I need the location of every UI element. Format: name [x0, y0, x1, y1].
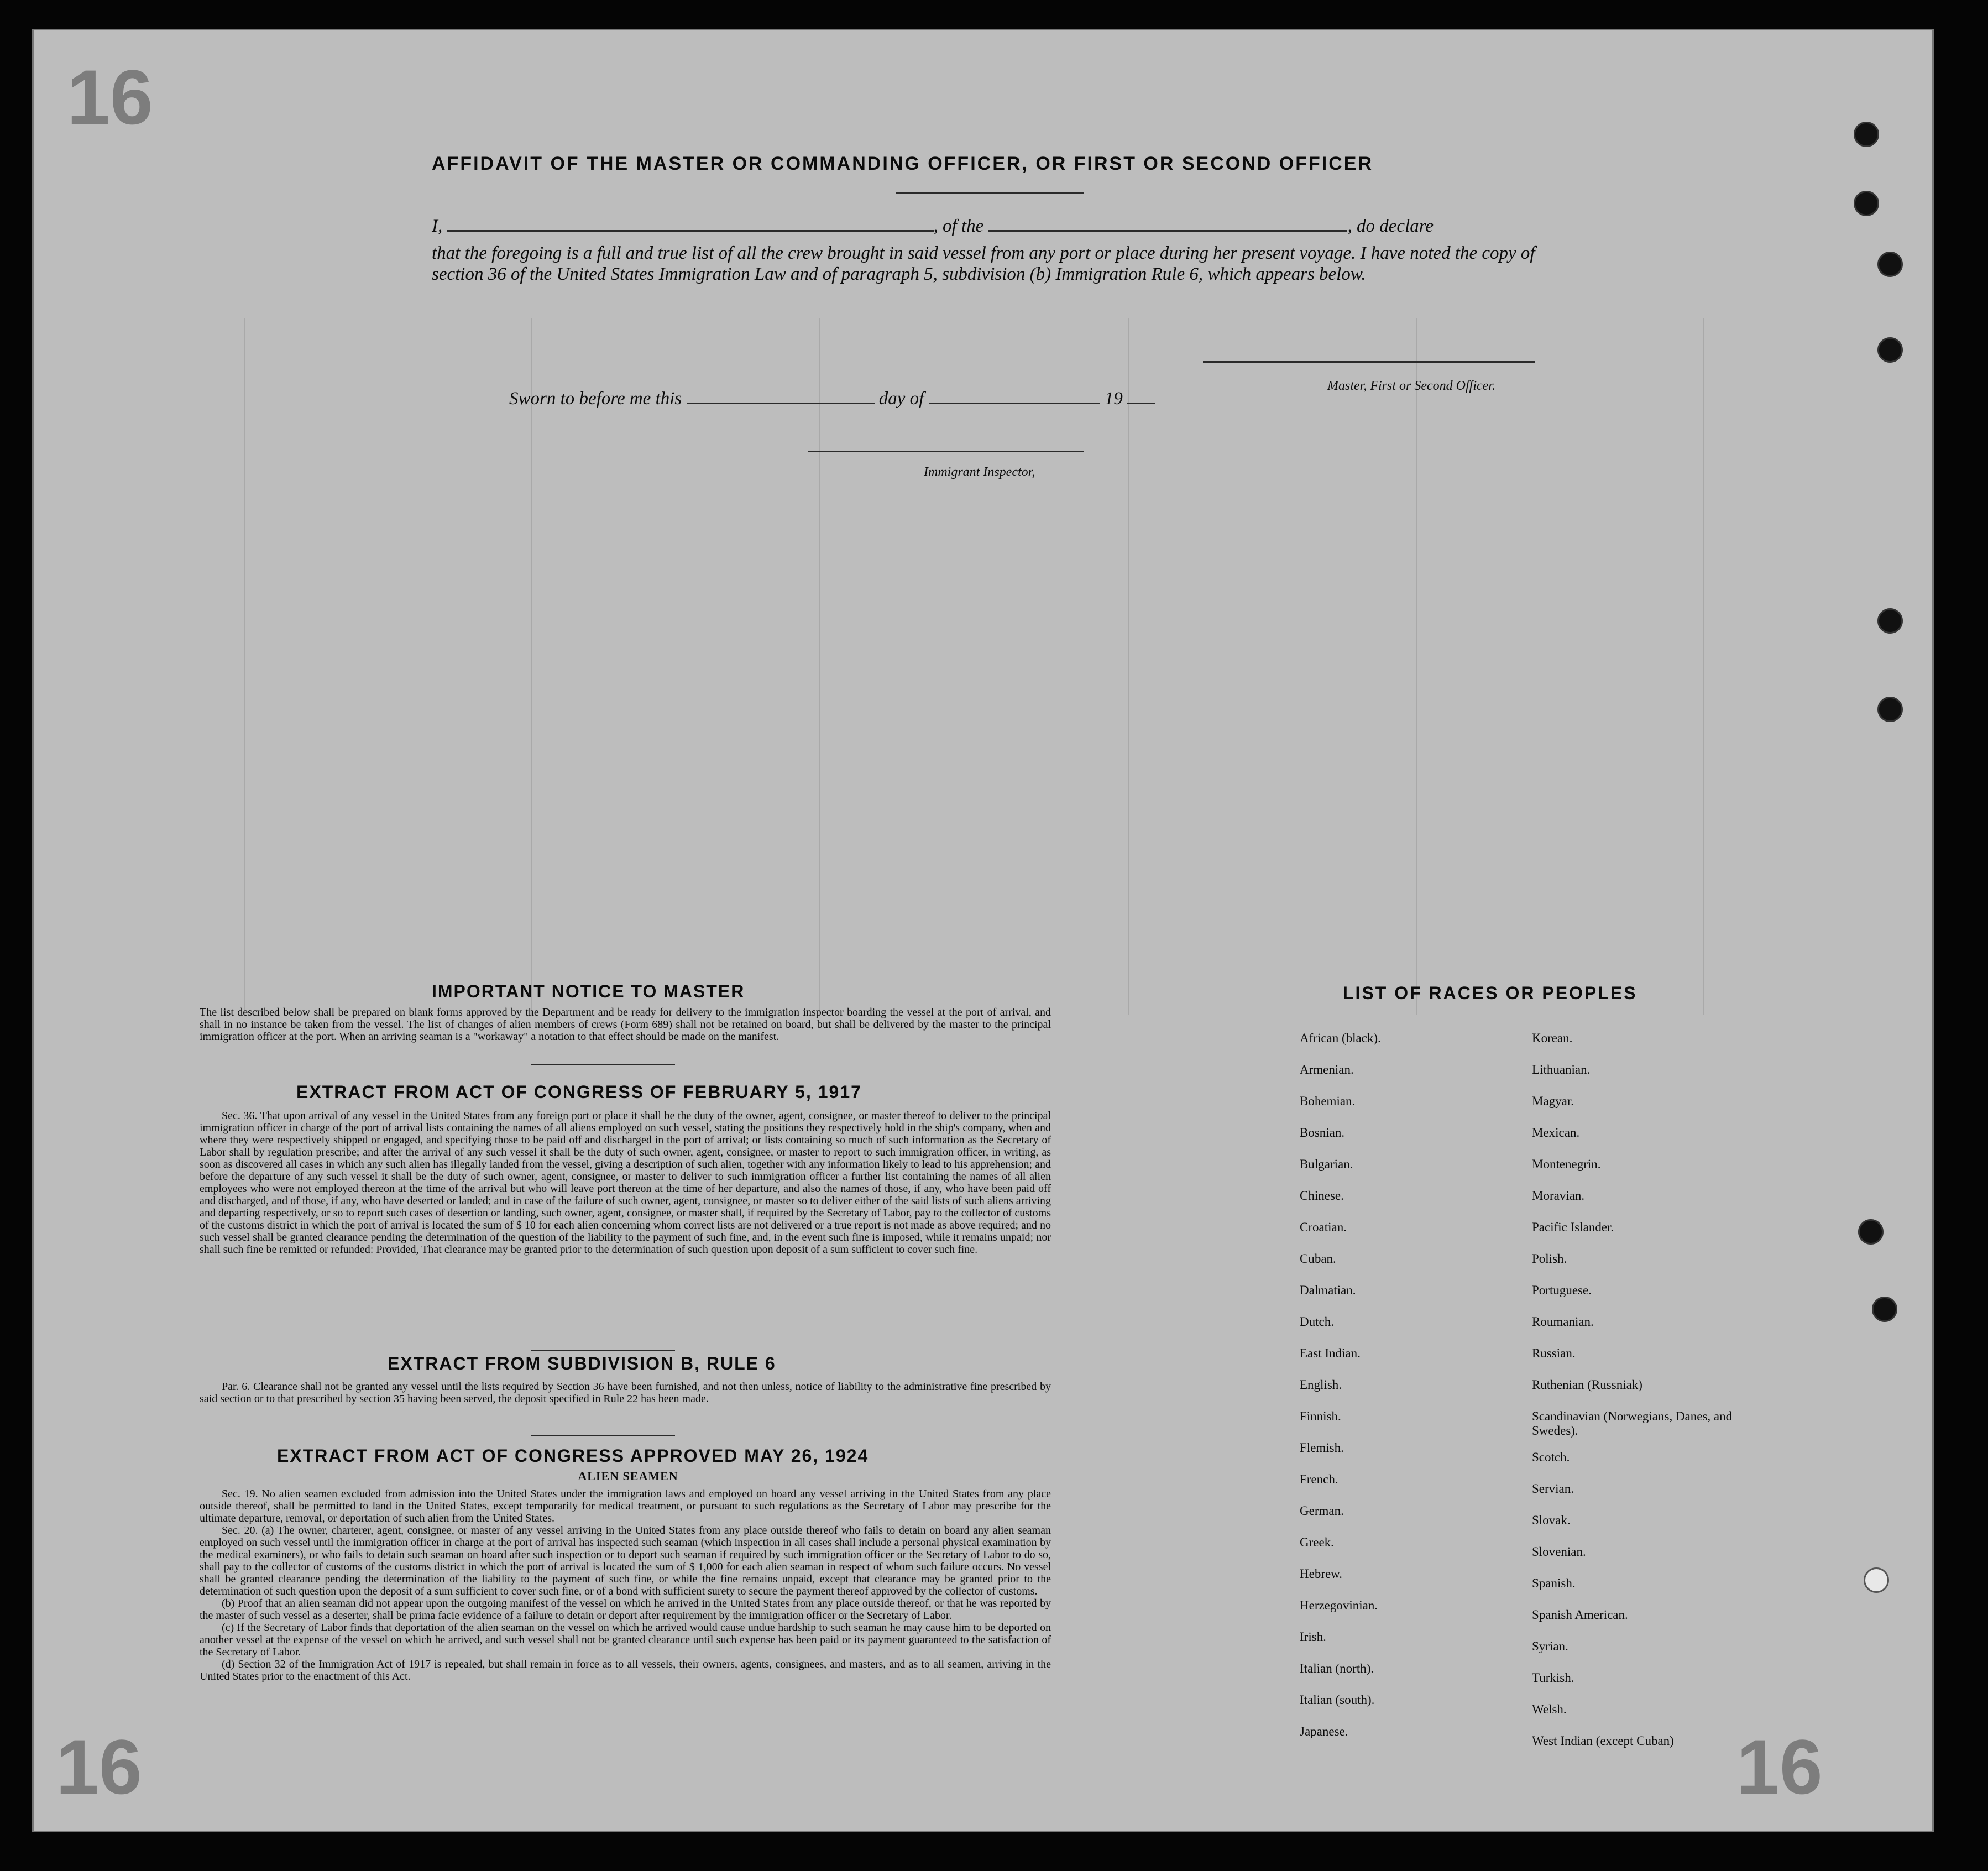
alien-seamen-subtitle: ALIEN SEAMEN — [578, 1469, 678, 1483]
race-item: Bosnian. — [1300, 1126, 1345, 1140]
race-item: Croatian. — [1300, 1220, 1347, 1234]
races-title: LIST OF RACES OR PEOPLES — [1343, 983, 1638, 1003]
race-item: African (black). — [1300, 1031, 1381, 1045]
binder-hole — [1864, 1567, 1889, 1593]
race-item: Portuguese. — [1532, 1283, 1592, 1297]
race-item: Lithuanian. — [1532, 1063, 1591, 1076]
notice-text: The list described below shall be prepared on blank forms approved by the Department and be ready for delivery to the immigration inspector boarding the vessel at the port of arrival, and shall in no instance be taken from the vessel. The list of changes of alien members of crews (Form 689) shall not be retained on board, but shall be delivered by the master to the principal immigration officer at the port. When an arriving seaman is a "workaway" a notation to that effect should be made on the manifest. — [200, 1006, 1051, 1043]
master-signature-line[interactable] — [1203, 361, 1535, 363]
affidavit-body: that the foregoing is a full and true list of all the crew brought in said vessel from any port or place during her present voyage. I have noted the copy of section 36 of the United States Immigration Law and of paragraph 5, subdivision (b) Immigration Rule 6, which appears below. — [432, 243, 1535, 284]
race-item: Spanish. — [1532, 1576, 1576, 1590]
race-item: Korean. — [1532, 1031, 1573, 1045]
race-item: Dalmatian. — [1300, 1283, 1356, 1297]
ghost-column-rule — [1703, 318, 1704, 1015]
race-item: Irish. — [1300, 1630, 1326, 1644]
sworn-year-field[interactable] — [1127, 400, 1155, 404]
race-item: Pacific Islander. — [1532, 1220, 1614, 1234]
ghost-column-rule — [531, 318, 532, 1015]
race-item: Finnish. — [1300, 1409, 1341, 1423]
race-item: Slovak. — [1532, 1513, 1571, 1527]
race-item: Polish. — [1532, 1252, 1567, 1266]
race-item: Italian (south). — [1300, 1693, 1375, 1707]
race-item: Hebrew. — [1300, 1567, 1343, 1581]
extract-1917-paragraph: Sec. 36. That upon arrival of any vessel in the United States from any foreign port or place it shall be the duty of the owner, agent, consignee, or master thereof to deliver to the principal immigration officer in charge of the port of arrival lists containing the names of all aliens employed on such vessel, stating the positions they respectively hold in the ship's company, when and where they were respectively shipped or engaged, and specifying those to be paid off and discharged in the port of arrival; or lists containing so much of such information as the Secretary of Labor shall by regulation prescribe; and after the arrival of any such vessel it shall be the duty of such owner, agent, consignee, or master to report to such immigration officer, in writing, as soon as discovered all cases in which any such alien has illegally landed from the vessel, giving a description of such alien, together with any information likely to lead to his apprehension; and before the departure of any such vessel it shall be the duty of such owner, agent, consignee, or master to deliver to such immigration officer a further list containing the names of all alien employees who were not employed thereon at the time of the arrival but who will leave port thereon at the time of her departure, and also the names of those, if any, who have been paid off and discharged, and of those, if any, who have deserted or landed; and in case of the failure of such owner, agent, consignee, or master so to deliver either of the said lists of such aliens arriving and departing respectively, or so to report such cases of desertion or landing, such owner, agent, consignee, or master shall, if required by the Secretary of Labor, pay to the collector of customs of the customs district in which the port of arrival is located the sum of $ 10 for each alien concerning whom correct lists are not delivered or a true report is not made as above required; and no such vessel shall be granted clearance pending the determination of the question of the liability to the payment of such fine, and, in the event such fine is imposed, while it remains unpaid; nor shall such fine be remitted or refunded: Provided, That clearance may be granted prior to the determination of such question upon deposit of a sum sufficient to cover such fine. — [200, 1110, 1051, 1256]
inspector-label: Immigrant Inspector, — [924, 465, 1035, 479]
sec20d-paragraph: (d) Section 32 of the Immigration Act of 1917 is repealed, but shall remain in force as to all vessels, their owners, agents, consignees, and masters, and as to all seamen, arriving in the United States prior to the enactment of this Act. — [200, 1658, 1051, 1682]
sworn-year-label: 19 — [1104, 389, 1123, 409]
race-item: Scandinavian (Norwegians, Danes, and Swedes). — [1532, 1409, 1733, 1438]
race-item: German. — [1300, 1504, 1344, 1518]
binder-hole — [1854, 122, 1879, 147]
sworn-day-label: day of — [878, 389, 924, 409]
notice-title: IMPORTANT NOTICE TO MASTER — [432, 981, 745, 1001]
ghost-column-rule — [244, 318, 245, 1015]
page-number-ghost-bottom: 16 — [56, 1723, 142, 1810]
section-rule — [531, 1350, 675, 1351]
race-item: Spanish American. — [1532, 1608, 1628, 1622]
race-item: Cuban. — [1300, 1252, 1336, 1266]
race-item: English. — [1300, 1378, 1342, 1392]
ghost-column-rule — [1128, 318, 1129, 1015]
extract-1924-title: EXTRACT FROM ACT OF CONGRESS APPROVED MAY 26, 1924 — [277, 1446, 869, 1466]
race-item: Bulgarian. — [1300, 1157, 1353, 1171]
title-rule — [896, 192, 1084, 194]
section-rule — [531, 1435, 675, 1436]
race-item: Roumanian. — [1532, 1315, 1594, 1329]
race-item: Servian. — [1532, 1482, 1574, 1496]
section-rule — [531, 1064, 675, 1065]
race-item: Herzegovinian. — [1300, 1598, 1378, 1612]
race-item: Welsh. — [1532, 1702, 1567, 1716]
extract-1924-text — [200, 1488, 1051, 1682]
race-item: Syrian. — [1532, 1639, 1568, 1653]
extract-1917-text — [200, 1110, 1051, 1256]
affidavit-i: I, — [432, 216, 443, 236]
race-item: Italian (north). — [1300, 1661, 1374, 1675]
sworn-line — [509, 389, 1155, 409]
race-item: Turkish. — [1532, 1671, 1574, 1685]
extract-1917-title: EXTRACT FROM ACT OF CONGRESS OF FEBRUARY 5, 1917 — [296, 1082, 862, 1102]
master-signature-label: Master, First or Second Officer. — [1327, 379, 1495, 393]
sworn-prefix: Sworn to before me this — [509, 389, 682, 409]
binder-hole — [1877, 252, 1903, 277]
page-number-ghost: 16 — [67, 54, 153, 140]
sec20a-paragraph: Sec. 20. (a) The owner, charterer, agent, consignee, or master of any vessel arriving in the United States from any place outside thereof who fails to detain on board any alien seaman employed on such vessel until the immigration officer in charge at the port of arrival has inspected such seaman (which inspection in all cases shall include a personal physical examination by the medical examiners), or who fails to detain such seaman on board after such inspection or to deport such seaman if required by such immigration officer or the Secretary of Labor to do so, shall pay to the collector of customs of the customs district in which the port of arrival is located the sum of $ 1,000 for each alien seaman in respect of whom such failure occurs. No vessel shall be granted clearance pending the determination of the liability to the payment of such fine, or while the fine remains unpaid, except that clearance may be granted prior to the determination of such question upon the deposit of a sum sufficient to cover such fine, or of a bond with sufficient surety to secure the payment thereof approved by the collector of customs. — [200, 1524, 1051, 1597]
race-item: Armenian. — [1300, 1063, 1354, 1076]
binder-hole — [1854, 191, 1879, 216]
race-item: Japanese. — [1300, 1724, 1348, 1738]
page-number-ghost-bottom-right: 16 — [1736, 1723, 1823, 1810]
race-item: East Indian. — [1300, 1346, 1361, 1360]
race-item: Magyar. — [1532, 1094, 1574, 1108]
affidavit-title: AFFIDAVIT OF THE MASTER OR COMMANDING OFFICER, OR FIRST OR SECOND OFFICER — [432, 153, 1373, 174]
ghost-column-rule — [819, 318, 820, 1015]
race-item: Scotch. — [1532, 1450, 1570, 1464]
race-item: Bohemian. — [1300, 1094, 1356, 1108]
sworn-day-field[interactable] — [687, 400, 875, 404]
race-item: West Indian (except Cuban) — [1532, 1734, 1674, 1748]
sec19-paragraph: Sec. 19. No alien seamen excluded from admission into the United States under the immigration laws and employed on board any vessel arriving in the United States from any place outside thereof, shall be permitted to land in the United States, except temporarily for medical treatment, or pursuant to such regulations as the Secretary of Labor may prescribe for the ultimate departure, removal, or deportation of such alien from the United States. — [200, 1488, 1051, 1524]
race-item: Russian. — [1532, 1346, 1576, 1360]
binder-hole — [1877, 608, 1903, 634]
race-item: Moravian. — [1532, 1189, 1585, 1203]
sec20c-paragraph: (c) If the Secretary of Labor finds that deportation of the alien seaman on the vessel on which he arrived would cause undue hardship to such seaman he may cause him to be deported on another vessel at the expense of the vessel on which he arrived, and such vessel shall not be granted clearance until such expense has been paid or its payment guaranteed to the satisfaction of the Secretary of Labor. — [200, 1622, 1051, 1658]
affidavit-of-the: , of the — [933, 216, 984, 236]
race-item: Greek. — [1300, 1535, 1334, 1549]
race-item: Dutch. — [1300, 1315, 1334, 1329]
race-item: Slovenian. — [1532, 1545, 1586, 1559]
race-item: Chinese. — [1300, 1189, 1344, 1203]
race-item: Flemish. — [1300, 1441, 1344, 1455]
affidavit-first-line — [432, 216, 1434, 237]
binder-hole — [1877, 697, 1903, 722]
extract-rule6-text — [200, 1381, 1051, 1405]
race-item: Mexican. — [1532, 1126, 1580, 1140]
extract-rule6-title: EXTRACT FROM SUBDIVISION B, RULE 6 — [388, 1353, 776, 1373]
master-name-field[interactable] — [447, 228, 934, 232]
race-item: Montenegrin. — [1532, 1157, 1601, 1171]
binder-hole — [1858, 1219, 1884, 1245]
extract-rule6-paragraph: Par. 6. Clearance shall not be granted any vessel until the lists required by Section 36 have been furnished, and not then unless, notice of liability to the administrative fine prescribed by said section or to that prescribed by section 35 having been served, the deposit specified in Rule 22 has been made. — [200, 1381, 1051, 1405]
race-item: French. — [1300, 1472, 1338, 1486]
manifest-sheet — [32, 29, 1934, 1832]
vessel-name-field[interactable] — [988, 228, 1347, 232]
inspector-signature-line[interactable] — [808, 451, 1084, 452]
sworn-month-field[interactable] — [929, 400, 1100, 404]
race-item: Ruthenian (Russniak) — [1532, 1378, 1642, 1392]
sec20b-paragraph: (b) Proof that an alien seaman did not appear upon the outgoing manifest of the vessel on which he arrived in the United States from any place outside thereof, or that he was reported by the master of such vessel as a deserter, shall be prima facie evidence of a failure to detain or deport after requirement by the immigration officer or the Secretary of Labor. — [200, 1597, 1051, 1622]
binder-hole — [1872, 1297, 1897, 1322]
binder-hole — [1877, 337, 1903, 363]
affidavit-do-declare: , do declare — [1347, 216, 1434, 236]
ghost-column-rule — [1416, 318, 1417, 1015]
